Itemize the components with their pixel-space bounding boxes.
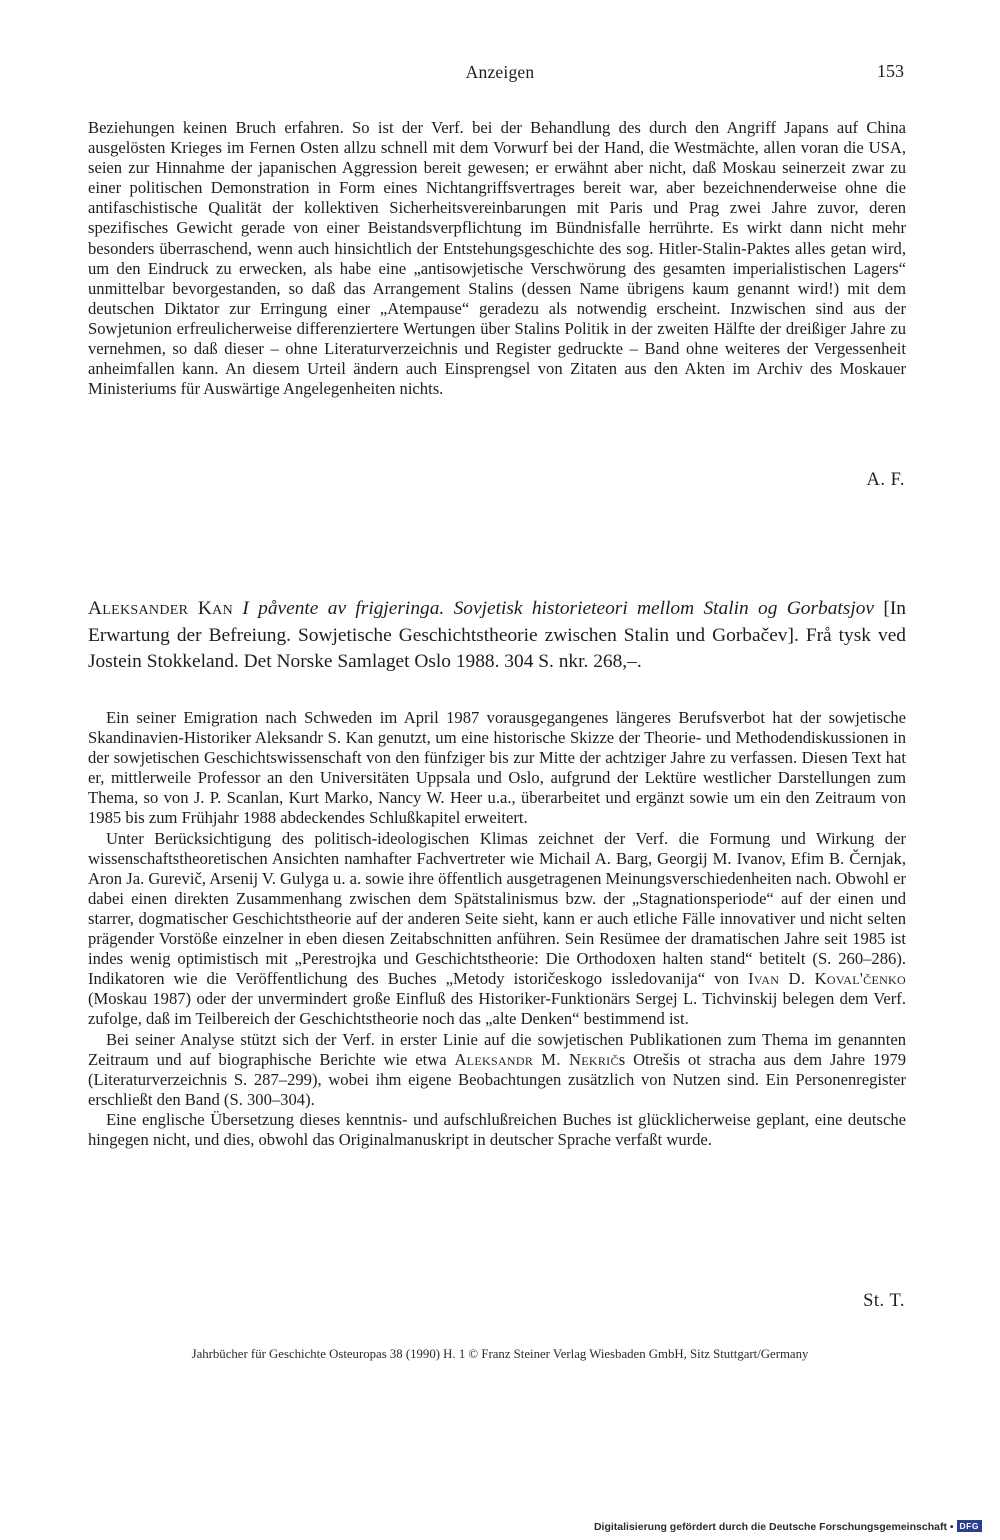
reviewer-initials: St. T. [863, 1291, 905, 1311]
review-paragraph [88, 829, 906, 1030]
review-text: Unter Berücksichtigung des politisch-ideologischen Klimas zeichnet der Verf. die Formung und Wirkung der wissenschaftstheoretischen Ansichten namhafter Fachvertreter wie Michail A. Barg, Georgij M. Ivanov, Efim B. Černjak, Aron Ja. Gurevič, Arsenij V. Gulyga u. a. sowie ihre öffentlich ausgetragenen Meinungsverschiedenheiten nach. Obwohl er dabei einen direkten Zusammenhang zwischen dem Spätstalinismus bzw. der „Stagnationsperiode“ auf der einen und starrer, dogmatischer Geschichtstheorie auf der anderen Seite sieht, kann er auch etliche Fälle innovativer und nicht selten prägender Vorstöße einzelner in eben diesen Zeitabschnitten anführen. Sein Resümee der dramatischen Jahre seit 1985 ist indes wenig optimistisch mit „Perestrojka und Geschichtstheorie: Die Orthodoxen halten stand“ betitelt (S. 260–286). Indikatoren wie die Veröffentlichung des Buches „Metody istoričeskogo issledovanija“ von [88, 828, 906, 989]
bibliographic-entry [88, 596, 906, 676]
reviewer-initials: A. F. [866, 470, 905, 490]
book-author: Aleksander Kan [88, 598, 233, 619]
review-text: (Moskau 1987) oder der unvermindert große Einfluß des Historiker-Funktionärs Sergej L. Tichvinskij belegen dem Verf. zufolge, daß im Teilbereich der Geschichtstheorie noch das „alte Denken“ bestimmend ist. [88, 989, 906, 1029]
review-paragraph: Beziehungen keinen Bruch erfahren. So ist der Verf. bei der Behandlung des durch den Angriff Japans auf China ausgelösten Krieges im Fernen Osten allzu schnell mit dem Vorwurf bei der Hand, die Westmächte, allen voran die USA, seien zur Hinnahme der japanischen Aggression bereit gewesen; er erwähnt aber nicht, daß Moskau seinerzeit zwar zu einer politischen Demonstration in Form eines Nichtangriffsvertrages bereit war, aber bezeichnenderweise ohne die antifaschistische Qualität der kollektiven Sicherheitsvereinbarungen mit Paris und Prag zwei Jahre zuvor, deren spezifisches Gewicht gerade von einer Beistandsverpflichtung im Bündnisfalle herrührte. Es wirkt dann nicht mehr besonders überraschend, wenn auch hinsichtlich der Entstehungsgeschichte des sog. Hitler-Stalin-Paktes alles getan wird, um den Eindruck zu erwecken, als habe eine „antisowjetische Verschwörung des gesamten imperialistischen Lagers“ unmittelbar bevorgestanden, so daß das Arrangement Stalins (dessen Name übrigens kaum genannt wird!) mit dem deutschen Diktator zur Erringung einer „Atempause“ geradezu als notwendig erscheint. Inzwischen sind aus der Sowjetunion erfreulicherweise differenziertere Wertungen über Stalins Politik in der zweiten Hälfte der dreißiger Jahre zu vernehmen, so daß dieser – ohne Literaturverzeichnis und Register gedruckte – Band ohne weiteres der Vergessenheit anheimfallen kann. An diesem Urteil ändern auch Einsprengsel von Zitaten aus den Akten im Archiv des Moskauer Ministeriums für Auswärtige Angelegenheiten nichts. [88, 118, 906, 399]
digitization-credit [560, 1520, 982, 1533]
review-paragraph: Eine englische Übersetzung dieses kenntnis- und aufschlußreichen Buches ist glücklicherweise geplant, eine deutsche hingegen nicht, und dies, obwohl das Originalmanuskript in deutscher Sprache verfaßt wurde. [88, 1109, 906, 1149]
book-title: I påvente av frigjeringa. Sovjetisk historieteori mellom Stalin og Gorbatsjov [242, 598, 875, 619]
review-text: Bei seiner Analyse stützt sich der Verf. in erster Linie auf die sowjetischen Publikationen zum Thema im genannten Zeitraum und auf biographische Berichte wie etwa [88, 1029, 906, 1069]
review-continuation [88, 118, 906, 399]
review-text: s Otrešis ot stracha aus dem Jahre 1979 (Literaturverzeichnis S. 287–299), wobei ihm eigene Beobachtungen zusätzlich von Nutzen sind. Ein Personenregister erschließt den Band (S. 300–304). [88, 1049, 907, 1109]
review-body [88, 708, 906, 1150]
running-header: Anzeigen [465, 62, 535, 82]
review-paragraph [88, 1030, 906, 1110]
person-name: Aleksandr M. Nekrič [454, 1049, 619, 1069]
credit-text: Digitalisierung gefördert durch die Deutsche Forschungsgemeinschaft • [593, 1521, 954, 1533]
book-details: [In Erwartung der Befreiung. Sowjetische Geschichtstheorie zwischen Stalin und Gorbačev]. Frå tysk ved Jostein Stokkeland. Det Norske Samlaget Oslo 1988. 304 S. nkr. 268,–. [88, 598, 906, 673]
page-number: 153 [877, 61, 904, 81]
person-name: Ivan D. Koval'čenko [748, 969, 906, 989]
dfg-logo: DFG [957, 1520, 982, 1532]
journal-footer: Jahrbücher für Geschichte Osteuropas 38 (1990) H. 1 © Franz Steiner Verlag Wiesbaden GmbH, Sitz Stuttgart/Germany [191, 1347, 809, 1361]
review-paragraph: Ein seiner Emigration nach Schweden im April 1987 vorausgegangenes längeres Berufsverbot hat der sowjetische Skandinavien-Historiker Aleksandr S. Kan genutzt, um eine historische Skizze der Theorie- und Methodendiskussionen in der sowjetischen Geschichtswissenschaft von den fünfziger bis zur Mitte der achtziger Jahre zu verfassen. Diesen Text hat er, mittlerweile Professor an den Universitäten Uppsala und Oslo, aufgrund der Lektüre westlicher Darstellungen zum Thema, so von J. P. Scanlan, Kurt Marko, Nancy W. Heer u.a., überarbeitet und ergänzt sowie um ein den Zeitraum von 1985 bis zum Frühjahr 1988 abdeckendes Schlußkapitel erweitert. [88, 708, 906, 828]
